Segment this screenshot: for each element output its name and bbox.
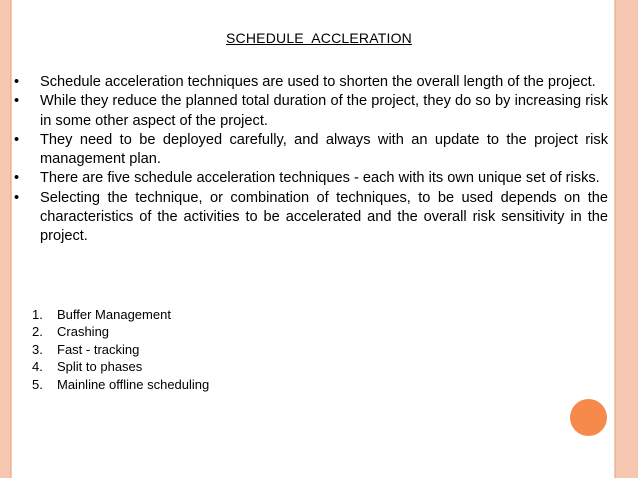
slide-title: SCHEDULE ACCLERATION <box>226 30 412 46</box>
decorative-circle-icon <box>570 399 607 436</box>
technique-number: 5. <box>32 376 43 392</box>
bullet-text: While they reduce the planned total duration of the project, they do so by increasing risk in some other aspect of the project. <box>40 93 608 129</box>
right-border-line <box>615 0 616 478</box>
bullet-item <box>14 169 608 188</box>
bullet-item <box>14 73 608 92</box>
bullet-item <box>14 131 608 170</box>
bullet-item <box>14 92 608 131</box>
bullet-dot-icon: • <box>14 93 20 110</box>
bullet-dot-icon: • <box>14 131 20 148</box>
bullet-dot-icon: • <box>14 74 20 90</box>
technique-list <box>32 306 209 393</box>
bullet-text: They need to be deployed carefully, and always with an update to the project risk management plan. <box>40 131 608 168</box>
technique-item <box>32 306 209 323</box>
technique-item <box>32 323 209 340</box>
technique-label: Fast - tracking <box>57 341 140 357</box>
technique-label: Split to phases <box>57 359 143 375</box>
technique-label: Mainline offline scheduling <box>57 376 210 392</box>
bullet-text: There are five schedule acceleration techniques - each with its own unique set of risks. <box>40 170 600 187</box>
technique-number: 2. <box>32 324 43 340</box>
technique-number: 1. <box>32 307 43 322</box>
bullet-dot-icon: • <box>14 189 20 206</box>
technique-number: 3. <box>32 341 43 357</box>
technique-item <box>32 341 209 358</box>
technique-number: 4. <box>32 359 43 375</box>
bullet-text: Schedule acceleration techniques are used to shorten the overall length of the project. <box>40 74 596 90</box>
technique-label: Buffer Management <box>57 307 171 322</box>
technique-item <box>32 358 209 375</box>
technique-label: Crashing <box>57 324 110 340</box>
bullet-dot-icon: • <box>14 170 20 187</box>
left-border-line <box>10 0 11 478</box>
technique-item <box>32 376 209 393</box>
bullet-item <box>14 189 608 247</box>
bullet-text: Selecting the technique, or combination of techniques, to be used depends on the characteristics of the activities to be accelerated and the overall risk sensitivity in the project. <box>40 189 608 245</box>
bullet-list <box>14 73 608 247</box>
